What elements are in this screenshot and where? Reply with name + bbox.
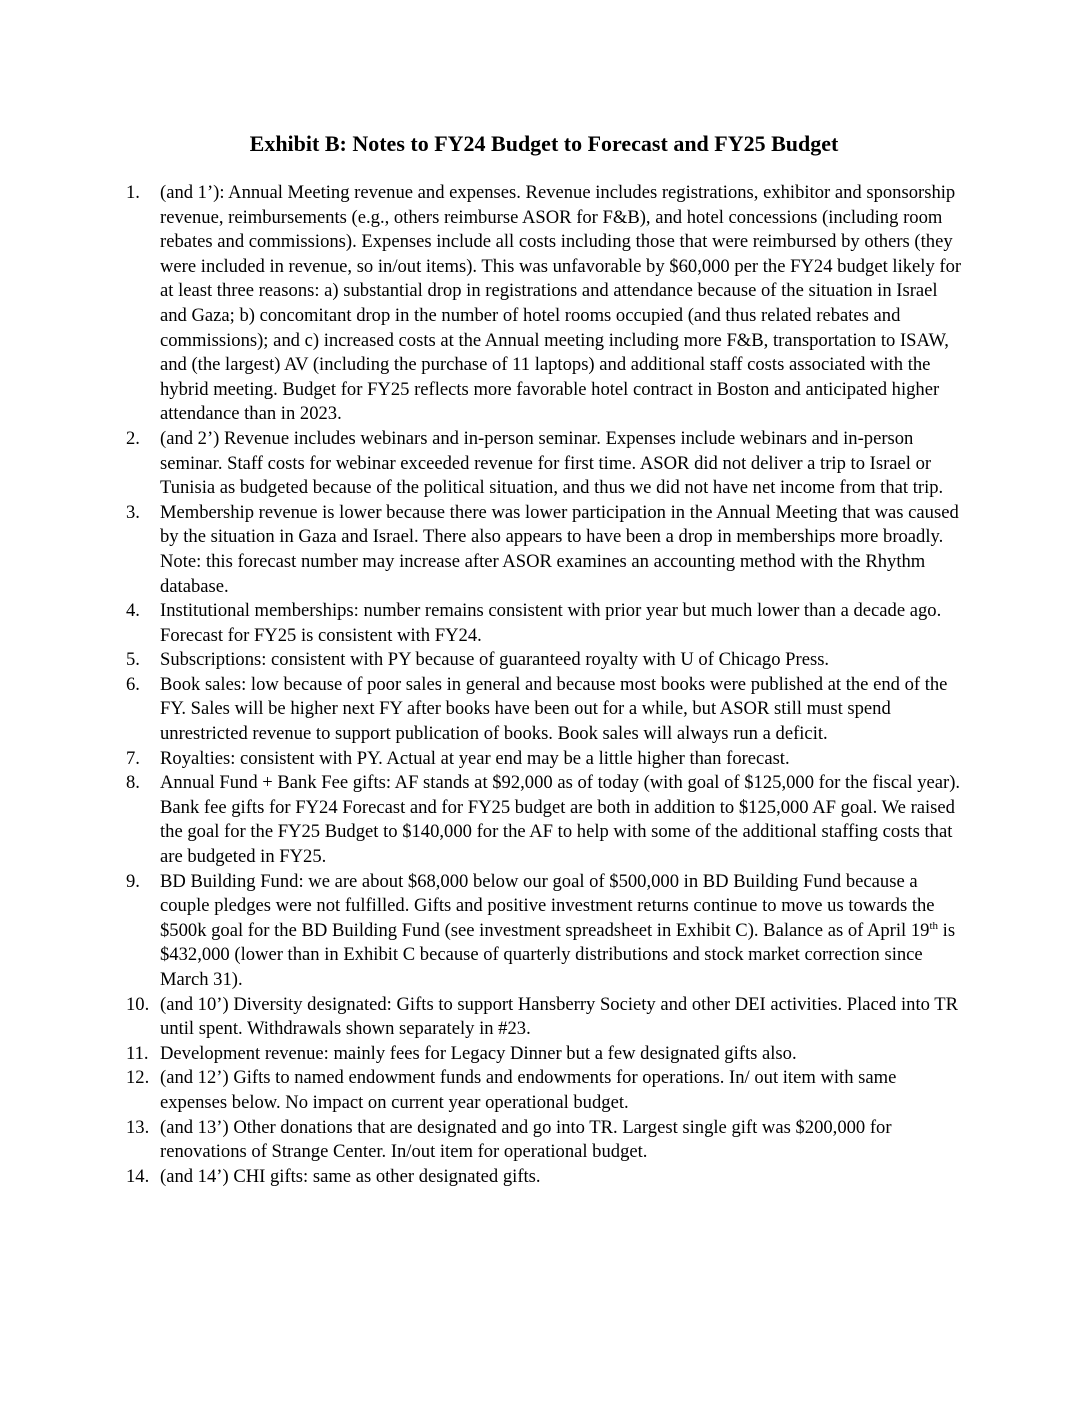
- note-item-12: [126, 1066, 966, 1115]
- note-text: Book sales: low because of poor sales in general and because most books were published at the end of the FY. Sales will be higher next FY after books have been out for a while, but ASOR still must spend unrestricted revenue to support publication of books. Book sales will always run a deficit.: [160, 673, 948, 745]
- note-text-part: is $432,000 (lower than in Exhibit C because of quarterly distributions and stock market correction since March 31).: [160, 919, 956, 990]
- note-number: 9.: [126, 870, 140, 892]
- note-item-4: [126, 599, 966, 648]
- note-item-6: [126, 673, 966, 747]
- note-item-2: [126, 427, 966, 501]
- note-number: 7.: [126, 747, 140, 769]
- note-number: 5.: [126, 649, 140, 671]
- note-number: 1.: [126, 182, 140, 203]
- note-text: Royalties: consistent with PY. Actual at year end may be a little higher than forecast.: [160, 747, 790, 769]
- note-number: 10.: [126, 993, 150, 1015]
- note-text: (and 13’) Other donations that are designated and go into TR. Largest single gift was $200,000 for renovations of Strange Center. In/out item for operational budget.: [160, 1116, 892, 1163]
- note-number: 13.: [126, 1116, 150, 1138]
- note-item-5: [126, 648, 966, 673]
- ordinal-suffix: th: [929, 919, 939, 932]
- note-text: (and 2’) Revenue includes webinars and in-person seminar. Expenses include webinars and in-person seminar. Staff costs for webinar exceeded revenue for first time. ASOR did not deliver a trip to Israel or Tunisia as budgeted because of the political situation, and thus we did not have net income from that trip.: [160, 427, 944, 499]
- note-number: 12.: [126, 1067, 150, 1089]
- note-number: 14.: [126, 1165, 150, 1187]
- note-number: 3.: [126, 501, 140, 523]
- note-text: Annual Fund + Bank Fee gifts: AF stands at $92,000 as of today (with goal of $125,000 for the fiscal year). Bank fee gifts for FY24 Forecast and for FY25 budget are both in addition to $125,000 AF goal. We raised the goal for the FY25 Budget to $140,000 for the AF to help with some of the additional staffing costs that are budgeted in FY25.: [160, 772, 961, 868]
- note-number: 11.: [126, 1042, 149, 1064]
- note-number: 6.: [126, 673, 140, 695]
- note-item-11: [126, 1042, 966, 1067]
- note-item-9: [126, 870, 966, 993]
- note-text-part: BD Building Fund: we are about $68,000 below our goal of $500,000 in BD Building Fund because a couple pledges were not fulfilled. Gifts and positive investment returns continue to move us towards the $500k goal for the BD Building Fund (see investment spreadsheet in Exhibit C). Balance as of April 19: [160, 870, 935, 941]
- note-number: 8.: [126, 772, 140, 794]
- note-item-10: [126, 993, 966, 1042]
- note-item-13: [126, 1116, 966, 1165]
- note-item-3: [126, 501, 966, 599]
- note-text: (and 12’) Gifts to named endowment funds and endowments for operations. In/ out item with same expenses below. No impact on current year operational budget.: [160, 1067, 897, 1113]
- note-item-8: [126, 771, 966, 869]
- note-text: [160, 871, 955, 990]
- note-text: (and 10’) Diversity designated: Gifts to support Hansberry Society and other DEI activities. Placed into TR until spent. Withdrawals shown separately in #23.: [160, 993, 958, 1040]
- note-item-14: [126, 1165, 966, 1190]
- notes-list: [126, 181, 966, 1189]
- note-item-1: [126, 181, 966, 427]
- page-title: Exhibit B: Notes to FY24 Budget to Forecast and FY25 Budget: [249, 131, 839, 156]
- note-item-7: [126, 747, 966, 772]
- note-text: Development revenue: mainly fees for Legacy Dinner but a few designated gifts also.: [160, 1042, 797, 1064]
- note-text: Subscriptions: consistent with PY because of guaranteed royalty with U of Chicago Press.: [160, 649, 830, 671]
- note-text: (and 1’): Annual Meeting revenue and expenses. Revenue includes registrations, exhibitor and sponsorship revenue, reimbursements (e.g., others reimburse ASOR for F&B), and hotel concessions (including room rebates and commissions). Expenses include all costs including those that were reimbursed by others (they were included in revenue, so in/out items). This was unfavorable by $60,000 per the FY24 budget likely for at least three reasons: a) substantial drop in registrations and attendance because of the situation in Israel and Gaza; b) concomitant drop in the number of hotel rooms occupied (and thus related rebates and commissions); and c) increased costs at the Annual meeting including more F&B, transportation to ISAW, and (the largest) AV (including the purchase of 11 laptops) and additional staff costs associated with the hybrid meeting. Budget for FY25 reflects more favorable hotel contract in Boston and anticipated higher attendance than in 2023.: [160, 182, 962, 425]
- note-text: Institutional memberships: number remains consistent with prior year but much lower than a decade ago. Forecast for FY25 is consistent with FY24.: [160, 600, 942, 646]
- note-number: 2.: [126, 427, 140, 449]
- note-number: 4.: [126, 600, 140, 622]
- note-text: (and 14’) CHI gifts: same as other designated gifts.: [160, 1165, 541, 1187]
- note-text: Membership revenue is lower because there was lower participation in the Annual Meeting that was caused by the situation in Gaza and Israel. There also appears to have been a drop in memberships more broadly. Note: this forecast number may increase after ASOR examines an accounting method with the Rhythm database.: [160, 501, 959, 597]
